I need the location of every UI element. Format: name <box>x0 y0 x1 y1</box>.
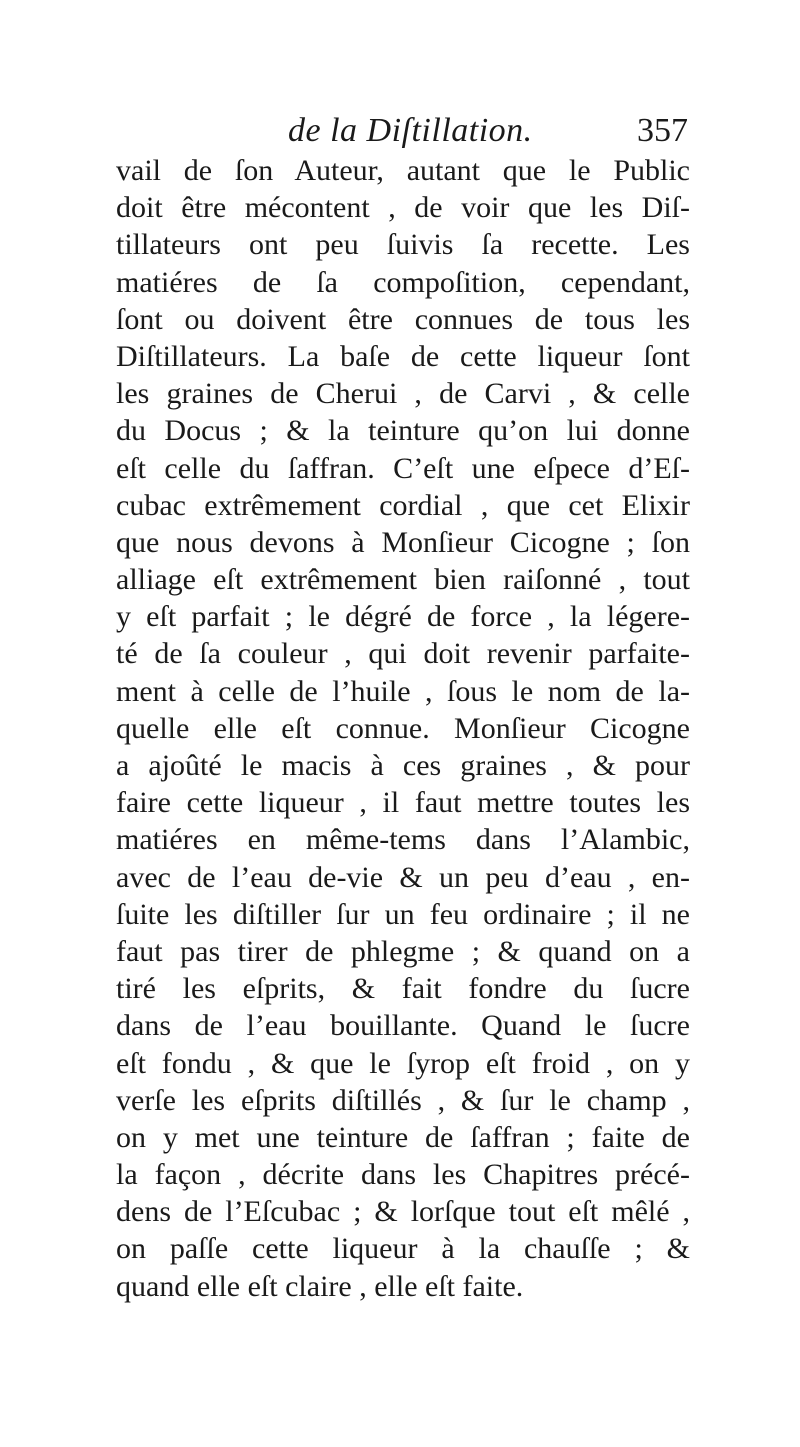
text-line: y eſt parfait ; le dégré de force , la légere- <box>116 600 690 634</box>
text-line: ment à celle de l’huile , ſous le nom de la- <box>116 674 690 708</box>
running-title: de la Diſtillation. <box>288 112 533 149</box>
text-line: cubac extrêmement cordial , que cet Elixir <box>116 488 690 522</box>
text-line: matiéres en même-tems dans l’Alambic, <box>116 823 690 857</box>
text-line: dens de l’Eſcubac ; & lorſque tout eſt mêlé , <box>116 1195 690 1229</box>
page-number: 357 <box>637 112 688 149</box>
text-line: doit être mécontent , de voir que les Diſ- <box>116 191 690 225</box>
text-line: té de ſa couleur , qui doit revenir parfaite- <box>116 637 690 671</box>
text-line: quelle elle eſt connue. Monſieur Cicogne <box>116 711 690 745</box>
text-line: Diſtillateurs. La baſe de cette liqueur ſont <box>116 339 690 373</box>
text-line: la façon , décrite dans les Chapitres précé- <box>116 1158 690 1192</box>
text-line: on y met une teinture de ſaffran ; faite de <box>116 1120 690 1154</box>
text-line: que nous devons à Monſieur Cicogne ; ſon <box>116 525 690 559</box>
text-line: a ajoûté le macis à ces graines , & pour <box>116 749 690 782</box>
text-line: tiré les eſprits, & fait fondre du ſucre <box>116 972 690 1006</box>
text-line: les graines de Cherui , de Carvi , & celle <box>116 377 690 411</box>
text-line-last: quand elle eſt claire , elle eſt faite. <box>116 1269 524 1303</box>
text-line: on paſſe cette liqueur à la chauſſe ; & <box>116 1232 690 1266</box>
text-line: faire cette liqueur , il faut mettre toutes les <box>116 786 690 820</box>
text-line: matiéres de ſa compoſition, cependant, <box>116 265 690 299</box>
text-line: faut pas tirer de phlegme ; & quand on a <box>116 934 690 968</box>
text-line: vail de ſon Auteur, autant que le Public <box>116 154 690 187</box>
text-line: alliage eſt extrêmement bien raiſonné , tout <box>116 563 690 597</box>
text-line: tillateurs ont peu ſuivis ſa recette. Les <box>116 228 690 262</box>
text-line: dans de l’eau bouillante. Quand le ſucre <box>116 1009 690 1043</box>
text-line: eſt fondu , & que le ſyrop eſt froid , on y <box>116 1046 690 1080</box>
body-text <box>116 152 690 1305</box>
text-line: verſe les eſprits diſtillés , & ſur le champ , <box>116 1083 690 1117</box>
text-line: du Docus ; & la teinture qu’on lui donne <box>116 414 690 448</box>
text-line: ſuite les diſtiller ſur un feu ordinaire ; il ne <box>116 897 690 931</box>
text-line: avec de l’eau de-vie & un peu d’eau , en- <box>116 860 690 894</box>
text-line: eſt celle du ſaffran. C’eſt une eſpece d’Eſ- <box>116 451 690 485</box>
text-line: ſont ou doivent être connues de tous les <box>116 302 690 336</box>
